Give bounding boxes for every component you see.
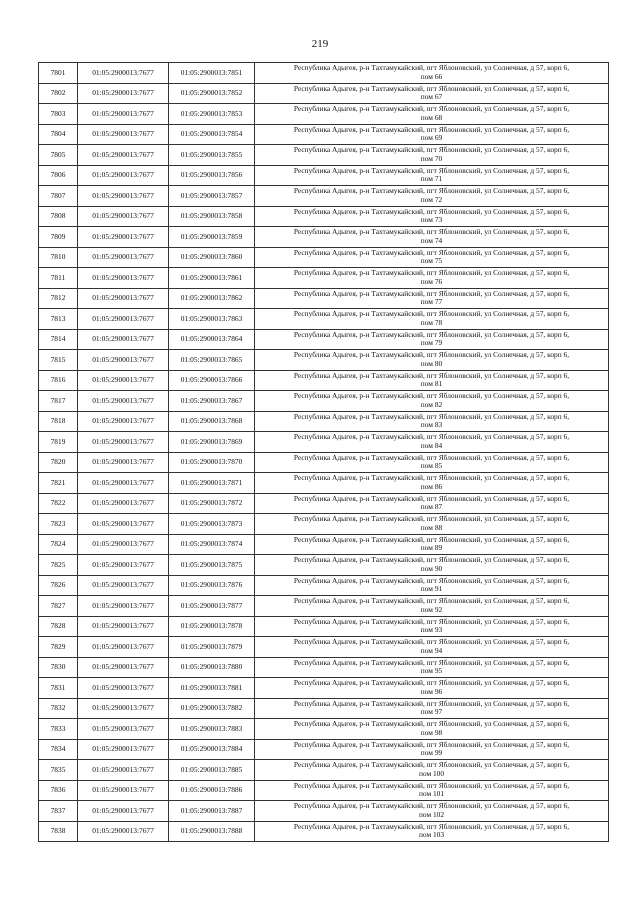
cadastral-number-cell: 01:05:2900013:7851: [169, 63, 255, 84]
cadastral-number-cell: 01:05:2900013:7858: [169, 206, 255, 227]
address-cell: [255, 452, 609, 473]
address-room: пом 88: [420, 522, 443, 532]
table-row: [39, 83, 609, 104]
table-row: [39, 206, 609, 227]
address-cell: [255, 288, 609, 309]
row-number-cell: 7805: [39, 145, 78, 166]
row-number-cell: 7813: [39, 309, 78, 330]
address-cell: [255, 555, 609, 576]
table-row: [39, 63, 609, 84]
address-line: Республика Адыгея, р-н Тахтамукайский, пгт Яблоновский, ул Солнечная, д 57, корп 6,: [293, 637, 570, 647]
address-room: пом 72: [420, 194, 443, 204]
parent-cadastral-number-cell: 01:05:2900013:7677: [78, 432, 169, 453]
address-room: пом 83: [420, 420, 443, 430]
address-line: Республика Адыгея, р-н Тахтамукайский, пгт Яблоновский, ул Солнечная, д 57, корп 6,: [293, 63, 570, 73]
parent-cadastral-number-cell: 01:05:2900013:7677: [78, 616, 169, 637]
cadastral-number-cell: 01:05:2900013:7885: [169, 760, 255, 781]
address-room: пом 101: [418, 789, 445, 799]
cadastral-number-cell: 01:05:2900013:7882: [169, 698, 255, 719]
cadastral-number-cell: 01:05:2900013:7884: [169, 739, 255, 760]
cadastral-number-cell: 01:05:2900013:7861: [169, 268, 255, 289]
address-cell: [255, 206, 609, 227]
table-row: [39, 678, 609, 699]
cadastral-number-cell: 01:05:2900013:7872: [169, 493, 255, 514]
table-row: [39, 370, 609, 391]
address-cell: [255, 534, 609, 555]
address-line: Республика Адыгея, р-н Тахтамукайский, пгт Яблоновский, ул Солнечная, д 57, корп 6,: [293, 104, 570, 114]
address-room: пом 98: [420, 727, 443, 737]
table-row: [39, 739, 609, 760]
parent-cadastral-number-cell: 01:05:2900013:7677: [78, 575, 169, 596]
cadastral-number-cell: 01:05:2900013:7866: [169, 370, 255, 391]
cadastral-number-cell: 01:05:2900013:7853: [169, 104, 255, 125]
cadastral-number-cell: 01:05:2900013:7857: [169, 186, 255, 207]
address-line: Республика Адыгея, р-н Тахтамукайский, пгт Яблоновский, ул Солнечная, д 57, корп 6,: [293, 350, 570, 360]
address-room: пом 66: [420, 71, 443, 81]
row-number-cell: 7821: [39, 473, 78, 494]
address-cell: [255, 821, 609, 842]
table-row: [39, 801, 609, 822]
address-line: Республика Адыгея, р-н Тахтамукайский, пгт Яблоновский, ул Солнечная, д 57, корп 6,: [293, 411, 570, 421]
address-line: Республика Адыгея, р-н Тахтамукайский, пгт Яблоновский, ул Солнечная, д 57, корп 6,: [293, 268, 570, 278]
cadastral-number-cell: 01:05:2900013:7868: [169, 411, 255, 432]
address-cell: [255, 370, 609, 391]
address-line: Республика Адыгея, р-н Тахтамукайский, пгт Яблоновский, ул Солнечная, д 57, корп 6,: [293, 391, 570, 401]
table-row: [39, 411, 609, 432]
parent-cadastral-number-cell: 01:05:2900013:7677: [78, 206, 169, 227]
cadastral-number-cell: 01:05:2900013:7881: [169, 678, 255, 699]
row-number-cell: 7828: [39, 616, 78, 637]
address-cell: [255, 104, 609, 125]
address-cell: [255, 514, 609, 535]
row-number-cell: 7832: [39, 698, 78, 719]
parent-cadastral-number-cell: 01:05:2900013:7677: [78, 821, 169, 842]
address-cell: [255, 739, 609, 760]
address-room: пом 102: [418, 809, 445, 819]
parent-cadastral-number-cell: 01:05:2900013:7677: [78, 370, 169, 391]
parent-cadastral-number-cell: 01:05:2900013:7677: [78, 309, 169, 330]
parent-cadastral-number-cell: 01:05:2900013:7677: [78, 760, 169, 781]
table-row: [39, 104, 609, 125]
address-cell: [255, 124, 609, 145]
row-number-cell: 7808: [39, 206, 78, 227]
registry-table: [38, 62, 609, 842]
cadastral-number-cell: 01:05:2900013:7859: [169, 227, 255, 248]
address-cell: [255, 350, 609, 371]
address-room: пом 81: [420, 379, 443, 389]
address-line: Республика Адыгея, р-н Тахтамукайский, пгт Яблоновский, ул Солнечная, д 57, корп 6,: [293, 596, 570, 606]
row-number-cell: 7836: [39, 780, 78, 801]
address-line: Республика Адыгея, р-н Тахтамукайский, пгт Яблоновский, ул Солнечная, д 57, корп 6,: [293, 678, 570, 688]
row-number-cell: 7819: [39, 432, 78, 453]
parent-cadastral-number-cell: 01:05:2900013:7677: [78, 452, 169, 473]
address-line: Республика Адыгея, р-н Тахтамукайский, пгт Яблоновский, ул Солнечная, д 57, корп 6,: [293, 288, 570, 298]
cadastral-number-cell: 01:05:2900013:7878: [169, 616, 255, 637]
table-row: [39, 698, 609, 719]
parent-cadastral-number-cell: 01:05:2900013:7677: [78, 678, 169, 699]
cadastral-number-cell: 01:05:2900013:7879: [169, 637, 255, 658]
row-number-cell: 7826: [39, 575, 78, 596]
row-number-cell: 7804: [39, 124, 78, 145]
table-row: [39, 432, 609, 453]
parent-cadastral-number-cell: 01:05:2900013:7677: [78, 391, 169, 412]
row-number-cell: 7827: [39, 596, 78, 617]
address-room: пом 95: [420, 666, 443, 676]
row-number-cell: 7830: [39, 657, 78, 678]
table-row: [39, 391, 609, 412]
table-row: [39, 493, 609, 514]
parent-cadastral-number-cell: 01:05:2900013:7677: [78, 186, 169, 207]
address-cell: [255, 678, 609, 699]
table-row: [39, 575, 609, 596]
address-cell: [255, 637, 609, 658]
address-line: Республика Адыгея, р-н Тахтамукайский, пгт Яблоновский, ул Солнечная, д 57, корп 6,: [293, 452, 570, 462]
parent-cadastral-number-cell: 01:05:2900013:7677: [78, 104, 169, 125]
address-cell: [255, 780, 609, 801]
row-number-cell: 7831: [39, 678, 78, 699]
parent-cadastral-number-cell: 01:05:2900013:7677: [78, 739, 169, 760]
table-row: [39, 616, 609, 637]
address-cell: [255, 268, 609, 289]
row-number-cell: 7818: [39, 411, 78, 432]
address-cell: [255, 186, 609, 207]
address-cell: [255, 698, 609, 719]
row-number-cell: 7801: [39, 63, 78, 84]
row-number-cell: 7820: [39, 452, 78, 473]
parent-cadastral-number-cell: 01:05:2900013:7677: [78, 145, 169, 166]
address-line: Республика Адыгея, р-н Тахтамукайский, пгт Яблоновский, ул Солнечная, д 57, корп 6,: [293, 124, 570, 134]
cadastral-number-cell: 01:05:2900013:7867: [169, 391, 255, 412]
address-room: пом 96: [420, 686, 443, 696]
table-row: [39, 329, 609, 350]
address-cell: [255, 329, 609, 350]
address-line: Республика Адыгея, р-н Тахтамукайский, пгт Яблоновский, ул Солнечная, д 57, корп 6,: [293, 206, 570, 216]
address-line: Республика Адыгея, р-н Тахтамукайский, пгт Яблоновский, ул Солнечная, д 57, корп 6,: [293, 186, 570, 196]
address-room: пом 91: [420, 584, 443, 594]
table-row: [39, 555, 609, 576]
address-room: пом 77: [420, 297, 443, 307]
address-room: пом 85: [420, 461, 443, 471]
address-line: Республика Адыгея, р-н Тахтамукайский, пгт Яблоновский, ул Солнечная, д 57, корп 6,: [293, 801, 570, 811]
parent-cadastral-number-cell: 01:05:2900013:7677: [78, 350, 169, 371]
address-line: Республика Адыгея, р-н Тахтамукайский, пгт Яблоновский, ул Солнечная, д 57, корп 6,: [293, 309, 570, 319]
parent-cadastral-number-cell: 01:05:2900013:7677: [78, 719, 169, 740]
address-line: Республика Адыгея, р-н Тахтамукайский, пгт Яблоновский, ул Солнечная, д 57, корп 6,: [293, 719, 570, 729]
address-line: Республика Адыгея, р-н Тахтамукайский, пгт Яблоновский, ул Солнечная, д 57, корп 6,: [293, 698, 570, 708]
address-room: пом 74: [420, 235, 443, 245]
table-row: [39, 473, 609, 494]
parent-cadastral-number-cell: 01:05:2900013:7677: [78, 534, 169, 555]
address-room: пом 71: [420, 174, 443, 184]
cadastral-number-cell: 01:05:2900013:7864: [169, 329, 255, 350]
parent-cadastral-number-cell: 01:05:2900013:7677: [78, 698, 169, 719]
parent-cadastral-number-cell: 01:05:2900013:7677: [78, 473, 169, 494]
address-room: пом 75: [420, 256, 443, 266]
address-room: пом 86: [420, 481, 443, 491]
row-number-cell: 7822: [39, 493, 78, 514]
parent-cadastral-number-cell: 01:05:2900013:7677: [78, 637, 169, 658]
parent-cadastral-number-cell: 01:05:2900013:7677: [78, 227, 169, 248]
cadastral-number-cell: 01:05:2900013:7876: [169, 575, 255, 596]
address-room: пом 73: [420, 215, 443, 225]
parent-cadastral-number-cell: 01:05:2900013:7677: [78, 329, 169, 350]
row-number-cell: 7809: [39, 227, 78, 248]
address-cell: [255, 227, 609, 248]
address-line: Республика Адыгея, р-н Тахтамукайский, пгт Яблоновский, ул Солнечная, д 57, корп 6,: [293, 534, 570, 544]
address-room: пом 82: [420, 399, 443, 409]
row-number-cell: 7834: [39, 739, 78, 760]
address-line: Республика Адыгея, р-н Тахтамукайский, пгт Яблоновский, ул Солнечная, д 57, корп 6,: [293, 83, 570, 93]
cadastral-number-cell: 01:05:2900013:7855: [169, 145, 255, 166]
address-room: пом 93: [420, 625, 443, 635]
address-line: Республика Адыгея, р-н Тахтамукайский, пгт Яблоновский, ул Солнечная, д 57, корп 6,: [293, 165, 570, 175]
address-room: пом 94: [420, 645, 443, 655]
address-line: Республика Адыгея, р-н Тахтамукайский, пгт Яблоновский, ул Солнечная, д 57, корп 6,: [293, 657, 570, 667]
address-line: Республика Адыгея, р-н Тахтамукайский, пгт Яблоновский, ул Солнечная, д 57, корп 6,: [293, 514, 570, 524]
parent-cadastral-number-cell: 01:05:2900013:7677: [78, 288, 169, 309]
address-room: пом 69: [420, 133, 443, 143]
address-cell: [255, 719, 609, 740]
cadastral-number-cell: 01:05:2900013:7869: [169, 432, 255, 453]
table-row: [39, 637, 609, 658]
address-line: Республика Адыгея, р-н Тахтамукайский, пгт Яблоновский, ул Солнечная, д 57, корп 6,: [293, 780, 570, 790]
parent-cadastral-number-cell: 01:05:2900013:7677: [78, 780, 169, 801]
row-number-cell: 7815: [39, 350, 78, 371]
address-cell: [255, 432, 609, 453]
address-room: пом 100: [418, 768, 445, 778]
address-room: пом 68: [420, 112, 443, 122]
cadastral-number-cell: 01:05:2900013:7852: [169, 83, 255, 104]
row-number-cell: 7810: [39, 247, 78, 268]
address-cell: [255, 760, 609, 781]
address-cell: [255, 83, 609, 104]
cadastral-number-cell: 01:05:2900013:7888: [169, 821, 255, 842]
address-room: пом 103: [418, 830, 445, 840]
address-room: пом 99: [420, 748, 443, 758]
parent-cadastral-number-cell: 01:05:2900013:7677: [78, 555, 169, 576]
cadastral-number-cell: 01:05:2900013:7870: [169, 452, 255, 473]
cadastral-number-cell: 01:05:2900013:7874: [169, 534, 255, 555]
row-number-cell: 7824: [39, 534, 78, 555]
address-line: Республика Адыгея, р-н Тахтамукайский, пгт Яблоновский, ул Солнечная, д 57, корп 6,: [293, 555, 570, 565]
row-number-cell: 7807: [39, 186, 78, 207]
cadastral-number-cell: 01:05:2900013:7877: [169, 596, 255, 617]
row-number-cell: 7811: [39, 268, 78, 289]
address-room: пом 79: [420, 338, 443, 348]
table-row: [39, 821, 609, 842]
address-cell: [255, 657, 609, 678]
address-cell: [255, 493, 609, 514]
address-line: Республика Адыгея, р-н Тахтамукайский, пгт Яблоновский, ул Солнечная, д 57, корп 6,: [293, 432, 570, 442]
parent-cadastral-number-cell: 01:05:2900013:7677: [78, 63, 169, 84]
address-line: Республика Адыгея, р-н Тахтамукайский, пгт Яблоновский, ул Солнечная, д 57, корп 6,: [293, 739, 570, 749]
address-cell: [255, 473, 609, 494]
address-cell: [255, 391, 609, 412]
table-row: [39, 124, 609, 145]
address-cell: [255, 616, 609, 637]
address-room: пом 70: [420, 153, 443, 163]
row-number-cell: 7802: [39, 83, 78, 104]
row-number-cell: 7814: [39, 329, 78, 350]
cadastral-number-cell: 01:05:2900013:7863: [169, 309, 255, 330]
row-number-cell: 7829: [39, 637, 78, 658]
row-number-cell: 7837: [39, 801, 78, 822]
row-number-cell: 7806: [39, 165, 78, 186]
table-row: [39, 288, 609, 309]
table-row: [39, 452, 609, 473]
cadastral-number-cell: 01:05:2900013:7865: [169, 350, 255, 371]
parent-cadastral-number-cell: 01:05:2900013:7677: [78, 596, 169, 617]
address-line: Республика Адыгея, р-н Тахтамукайский, пгт Яблоновский, ул Солнечная, д 57, корп 6,: [293, 616, 570, 626]
address-line: Республика Адыгея, р-н Тахтамукайский, пгт Яблоновский, ул Солнечная, д 57, корп 6,: [293, 821, 570, 831]
table-row: [39, 780, 609, 801]
cadastral-number-cell: 01:05:2900013:7887: [169, 801, 255, 822]
address-cell: [255, 247, 609, 268]
row-number-cell: 7803: [39, 104, 78, 125]
address-cell: [255, 165, 609, 186]
address-cell: [255, 63, 609, 84]
table-row: [39, 534, 609, 555]
address-room: пом 89: [420, 543, 443, 553]
cadastral-number-cell: 01:05:2900013:7875: [169, 555, 255, 576]
table-row: [39, 268, 609, 289]
row-number-cell: 7817: [39, 391, 78, 412]
address-room: пом 80: [420, 358, 443, 368]
parent-cadastral-number-cell: 01:05:2900013:7677: [78, 124, 169, 145]
address-line: Республика Адыгея, р-н Тахтамукайский, пгт Яблоновский, ул Солнечная, д 57, корп 6,: [293, 329, 570, 339]
table-row: [39, 760, 609, 781]
cadastral-number-cell: 01:05:2900013:7860: [169, 247, 255, 268]
row-number-cell: 7835: [39, 760, 78, 781]
table-row: [39, 186, 609, 207]
address-cell: [255, 309, 609, 330]
parent-cadastral-number-cell: 01:05:2900013:7677: [78, 247, 169, 268]
page-number: 219: [311, 38, 329, 50]
table-row: [39, 350, 609, 371]
cadastral-number-cell: 01:05:2900013:7886: [169, 780, 255, 801]
parent-cadastral-number-cell: 01:05:2900013:7677: [78, 657, 169, 678]
address-room: пом 87: [420, 502, 443, 512]
parent-cadastral-number-cell: 01:05:2900013:7677: [78, 514, 169, 535]
parent-cadastral-number-cell: 01:05:2900013:7677: [78, 83, 169, 104]
parent-cadastral-number-cell: 01:05:2900013:7677: [78, 801, 169, 822]
address-line: Республика Адыгея, р-н Тахтамукайский, пгт Яблоновский, ул Солнечная, д 57, корп 6,: [293, 493, 570, 503]
cadastral-number-cell: 01:05:2900013:7854: [169, 124, 255, 145]
table-row: [39, 596, 609, 617]
table-row: [39, 165, 609, 186]
address-line: Республика Адыгея, р-н Тахтамукайский, пгт Яблоновский, ул Солнечная, д 57, корп 6,: [293, 575, 570, 585]
parent-cadastral-number-cell: 01:05:2900013:7677: [78, 268, 169, 289]
row-number-cell: 7812: [39, 288, 78, 309]
address-room: пом 92: [420, 604, 443, 614]
table-row: [39, 227, 609, 248]
address-line: Республика Адыгея, р-н Тахтамукайский, пгт Яблоновский, ул Солнечная, д 57, корп 6,: [293, 370, 570, 380]
row-number-cell: 7823: [39, 514, 78, 535]
table-row: [39, 145, 609, 166]
address-line: Республика Адыгея, р-н Тахтамукайский, пгт Яблоновский, ул Солнечная, д 57, корп 6,: [293, 145, 570, 155]
row-number-cell: 7825: [39, 555, 78, 576]
address-room: пом 67: [420, 92, 443, 102]
row-number-cell: 7838: [39, 821, 78, 842]
parent-cadastral-number-cell: 01:05:2900013:7677: [78, 165, 169, 186]
cadastral-number-cell: 01:05:2900013:7873: [169, 514, 255, 535]
cadastral-number-cell: 01:05:2900013:7856: [169, 165, 255, 186]
parent-cadastral-number-cell: 01:05:2900013:7677: [78, 493, 169, 514]
address-cell: [255, 801, 609, 822]
address-room: пом 84: [420, 440, 443, 450]
cadastral-number-cell: 01:05:2900013:7883: [169, 719, 255, 740]
cadastral-number-cell: 01:05:2900013:7880: [169, 657, 255, 678]
address-cell: [255, 411, 609, 432]
address-line: Республика Адыгея, р-н Тахтамукайский, пгт Яблоновский, ул Солнечная, д 57, корп 6,: [293, 227, 570, 237]
address-line: Республика Адыгея, р-н Тахтамукайский, пгт Яблоновский, ул Солнечная, д 57, корп 6,: [293, 247, 570, 257]
address-line: Республика Адыгея, р-н Тахтамукайский, пгт Яблоновский, ул Солнечная, д 57, корп 6,: [293, 473, 570, 483]
cadastral-number-cell: 01:05:2900013:7871: [169, 473, 255, 494]
address-cell: [255, 596, 609, 617]
registry-table-body: [39, 63, 609, 842]
table-row: [39, 657, 609, 678]
table-row: [39, 309, 609, 330]
address-room: пом 97: [420, 707, 443, 717]
row-number-cell: 7816: [39, 370, 78, 391]
address-cell: [255, 575, 609, 596]
row-number-cell: 7833: [39, 719, 78, 740]
address-line: Республика Адыгея, р-н Тахтамукайский, пгт Яблоновский, ул Солнечная, д 57, корп 6,: [293, 760, 570, 770]
cadastral-number-cell: 01:05:2900013:7862: [169, 288, 255, 309]
address-cell: [255, 145, 609, 166]
address-room: пом 78: [420, 317, 443, 327]
table-row: [39, 514, 609, 535]
parent-cadastral-number-cell: 01:05:2900013:7677: [78, 411, 169, 432]
table-row: [39, 719, 609, 740]
table-row: [39, 247, 609, 268]
address-room: пом 76: [420, 276, 443, 286]
address-room: пом 90: [420, 563, 443, 573]
